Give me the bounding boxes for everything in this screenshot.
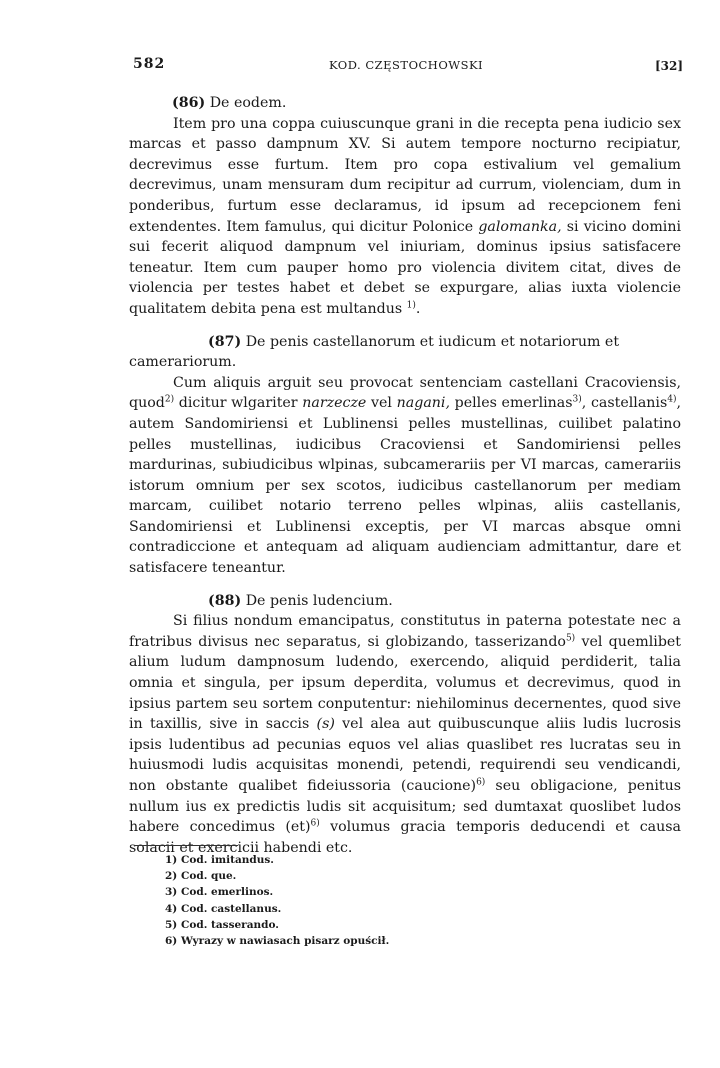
section-88-heading (129, 591, 681, 612)
footnote-marker: 1) (165, 854, 178, 866)
footnote-ref-6: 6) (476, 777, 486, 788)
text-run: Si filius nondum emancipatus, constitutus in paterna potestate nec a fratribus divisus nec separatus, si globizando, tasserizando (129, 613, 681, 650)
section-87-number: (87) (208, 333, 242, 350)
footnote-marker: 3) (165, 886, 178, 899)
footnote-5 (165, 917, 389, 933)
section-86-heading (129, 93, 681, 114)
text-run: seu obligacione, penitus nullum ius ex predictis ludis sit acquisitum; sed dumtaxat quoslibet ludos habere concedimus (et) (129, 778, 681, 836)
footnote-ref-3: 3) (572, 394, 582, 405)
text-run: pelles emerlinas (449, 395, 573, 412)
footnote-marker: 5) (165, 918, 178, 931)
text-run: . (415, 300, 421, 317)
footnote-ref-6b: 6) (310, 818, 320, 829)
footnote-ref-2: 2) (164, 394, 175, 405)
text-run: volumus gracia temporis deducendi et causa solacii et exercicii habendi etc. (129, 819, 681, 856)
footnotes (165, 852, 389, 949)
footnote-text: Wyrazy w nawiasach pisarz opuścił. (181, 935, 390, 948)
footnote-divider (134, 845, 238, 846)
text-run: dicitur wlgariter (174, 395, 303, 412)
section-87-heading (129, 332, 681, 373)
section-86-number: (86) (172, 95, 206, 111)
section-87-text (129, 373, 681, 579)
text-run: vel quemlibet alium ludum dampnosum ludendo, exercendo, aliquid perdiderit, talia omnia et singula, per ipsum deperdita, volumus et decrevimus, quod in ipsius partem seu sortem conputentur: niehilominus decernentes, quod sive in taxillis, sive in saccis (129, 633, 681, 733)
section-88-number: (88) (208, 592, 242, 609)
footnote-marker: 2) (165, 870, 178, 883)
footnote-text: Cod. imitandus. (181, 854, 274, 866)
footnote-ref-4: 4) (667, 394, 677, 405)
running-header (133, 56, 683, 78)
footnote-3 (165, 884, 389, 900)
page-number: 582 (133, 56, 166, 72)
footnote-text: Cod. tasserando. (181, 918, 279, 931)
section-86-text (129, 114, 681, 320)
footnote-6 (165, 933, 389, 949)
term-nagani: nagani, (396, 395, 450, 412)
text-run: , autem Sandomiriensi et Lublinensi pelles mustellinas, cuilibet palatino pelles mustellinas, iudicibus Cracoviensi et Sandomiriensi pelles mardurinas, subiudicibus wlpinas, subcamerariis per VI marcas, camerariis istorum omnium per sex scotos, iudicibus castellanorum per mediam marcam, cuilibet notario terreno pelles wlpinas, aliis castellanis, Sandomiriensi et Lublinensi exceptis, per VI marcas absque omni contradiccione et antequam ad aliquam audienciam admittantur, dare et satisfacere teneantur. (129, 395, 682, 577)
section-bracket-number: [32] (654, 59, 683, 73)
footnote-ref-5: 5) (565, 633, 576, 644)
footnote-text: Cod. emerlinos. (181, 886, 274, 899)
text-run: vel alea aut quibuscunque aliis ludis lucrosis ipsis ludentibus ad pecunias equos vel alias quaslibet res lucratas seu in huiusmodi ludis acquisitas monendi, petendi, requirendi seu vendicandi, non obstante qualibet fideiussoria (caucione) (129, 716, 681, 794)
term-galomanka: galomanka, (478, 218, 562, 235)
term-narzecze: narzecze (302, 395, 367, 412)
text-run: vel (366, 395, 397, 412)
footnote-marker: 4) (165, 902, 178, 915)
text-run: , castellanis (581, 395, 668, 412)
term-s: (s) (316, 716, 335, 733)
section-87-title: De penis castellanorum et iudicum et notariorum et camerariorum. (129, 333, 620, 371)
footnote-text: Cod. castellanus. (181, 902, 282, 915)
footnote-1 (165, 852, 389, 868)
page-body (129, 93, 681, 858)
text-run: si vicino domini sui fecerit aliquod dampnum vel iniuriam, dominus ipsius satisfacere teneatur. Item cum pauper homo pro violencia divitem citat, dives de violencia per testes habet et debet se expurgare, alias iuxta violencie qualitatem debita pena est multandus (129, 218, 681, 317)
section-88-text (129, 611, 681, 858)
text-run: Cum aliquis arguit seu provocat sentenciam castellani Cracoviensis, quod (129, 374, 681, 412)
running-title: KOD. CZĘSTOCHOWSKI (329, 58, 484, 72)
footnote-2 (165, 868, 389, 884)
section-88-title: De penis ludencium. (245, 592, 393, 609)
footnote-marker: 6) (165, 935, 178, 948)
section-86-title: De eodem. (209, 95, 287, 111)
footnote-4 (165, 901, 389, 917)
footnote-text: Cod. que. (181, 870, 237, 883)
text-run: Item pro una coppa cuiuscunque grani in die recepta pena iudicio sex marcas et passo dampnum XV. Si autem tempore nocturno recipiatur, decrevimus esse furtum. Item pro copa estivalium vel gemalium decrevimus, unam mensuram dum recipitur ad currum, violenciam, dum in ponderibus, furtum esse declaramus, id ipsum ad recepcionem feni extendentes. Item famulus, qui dicitur Polonice (129, 115, 681, 235)
footnote-ref-1: 1) (406, 300, 416, 311)
